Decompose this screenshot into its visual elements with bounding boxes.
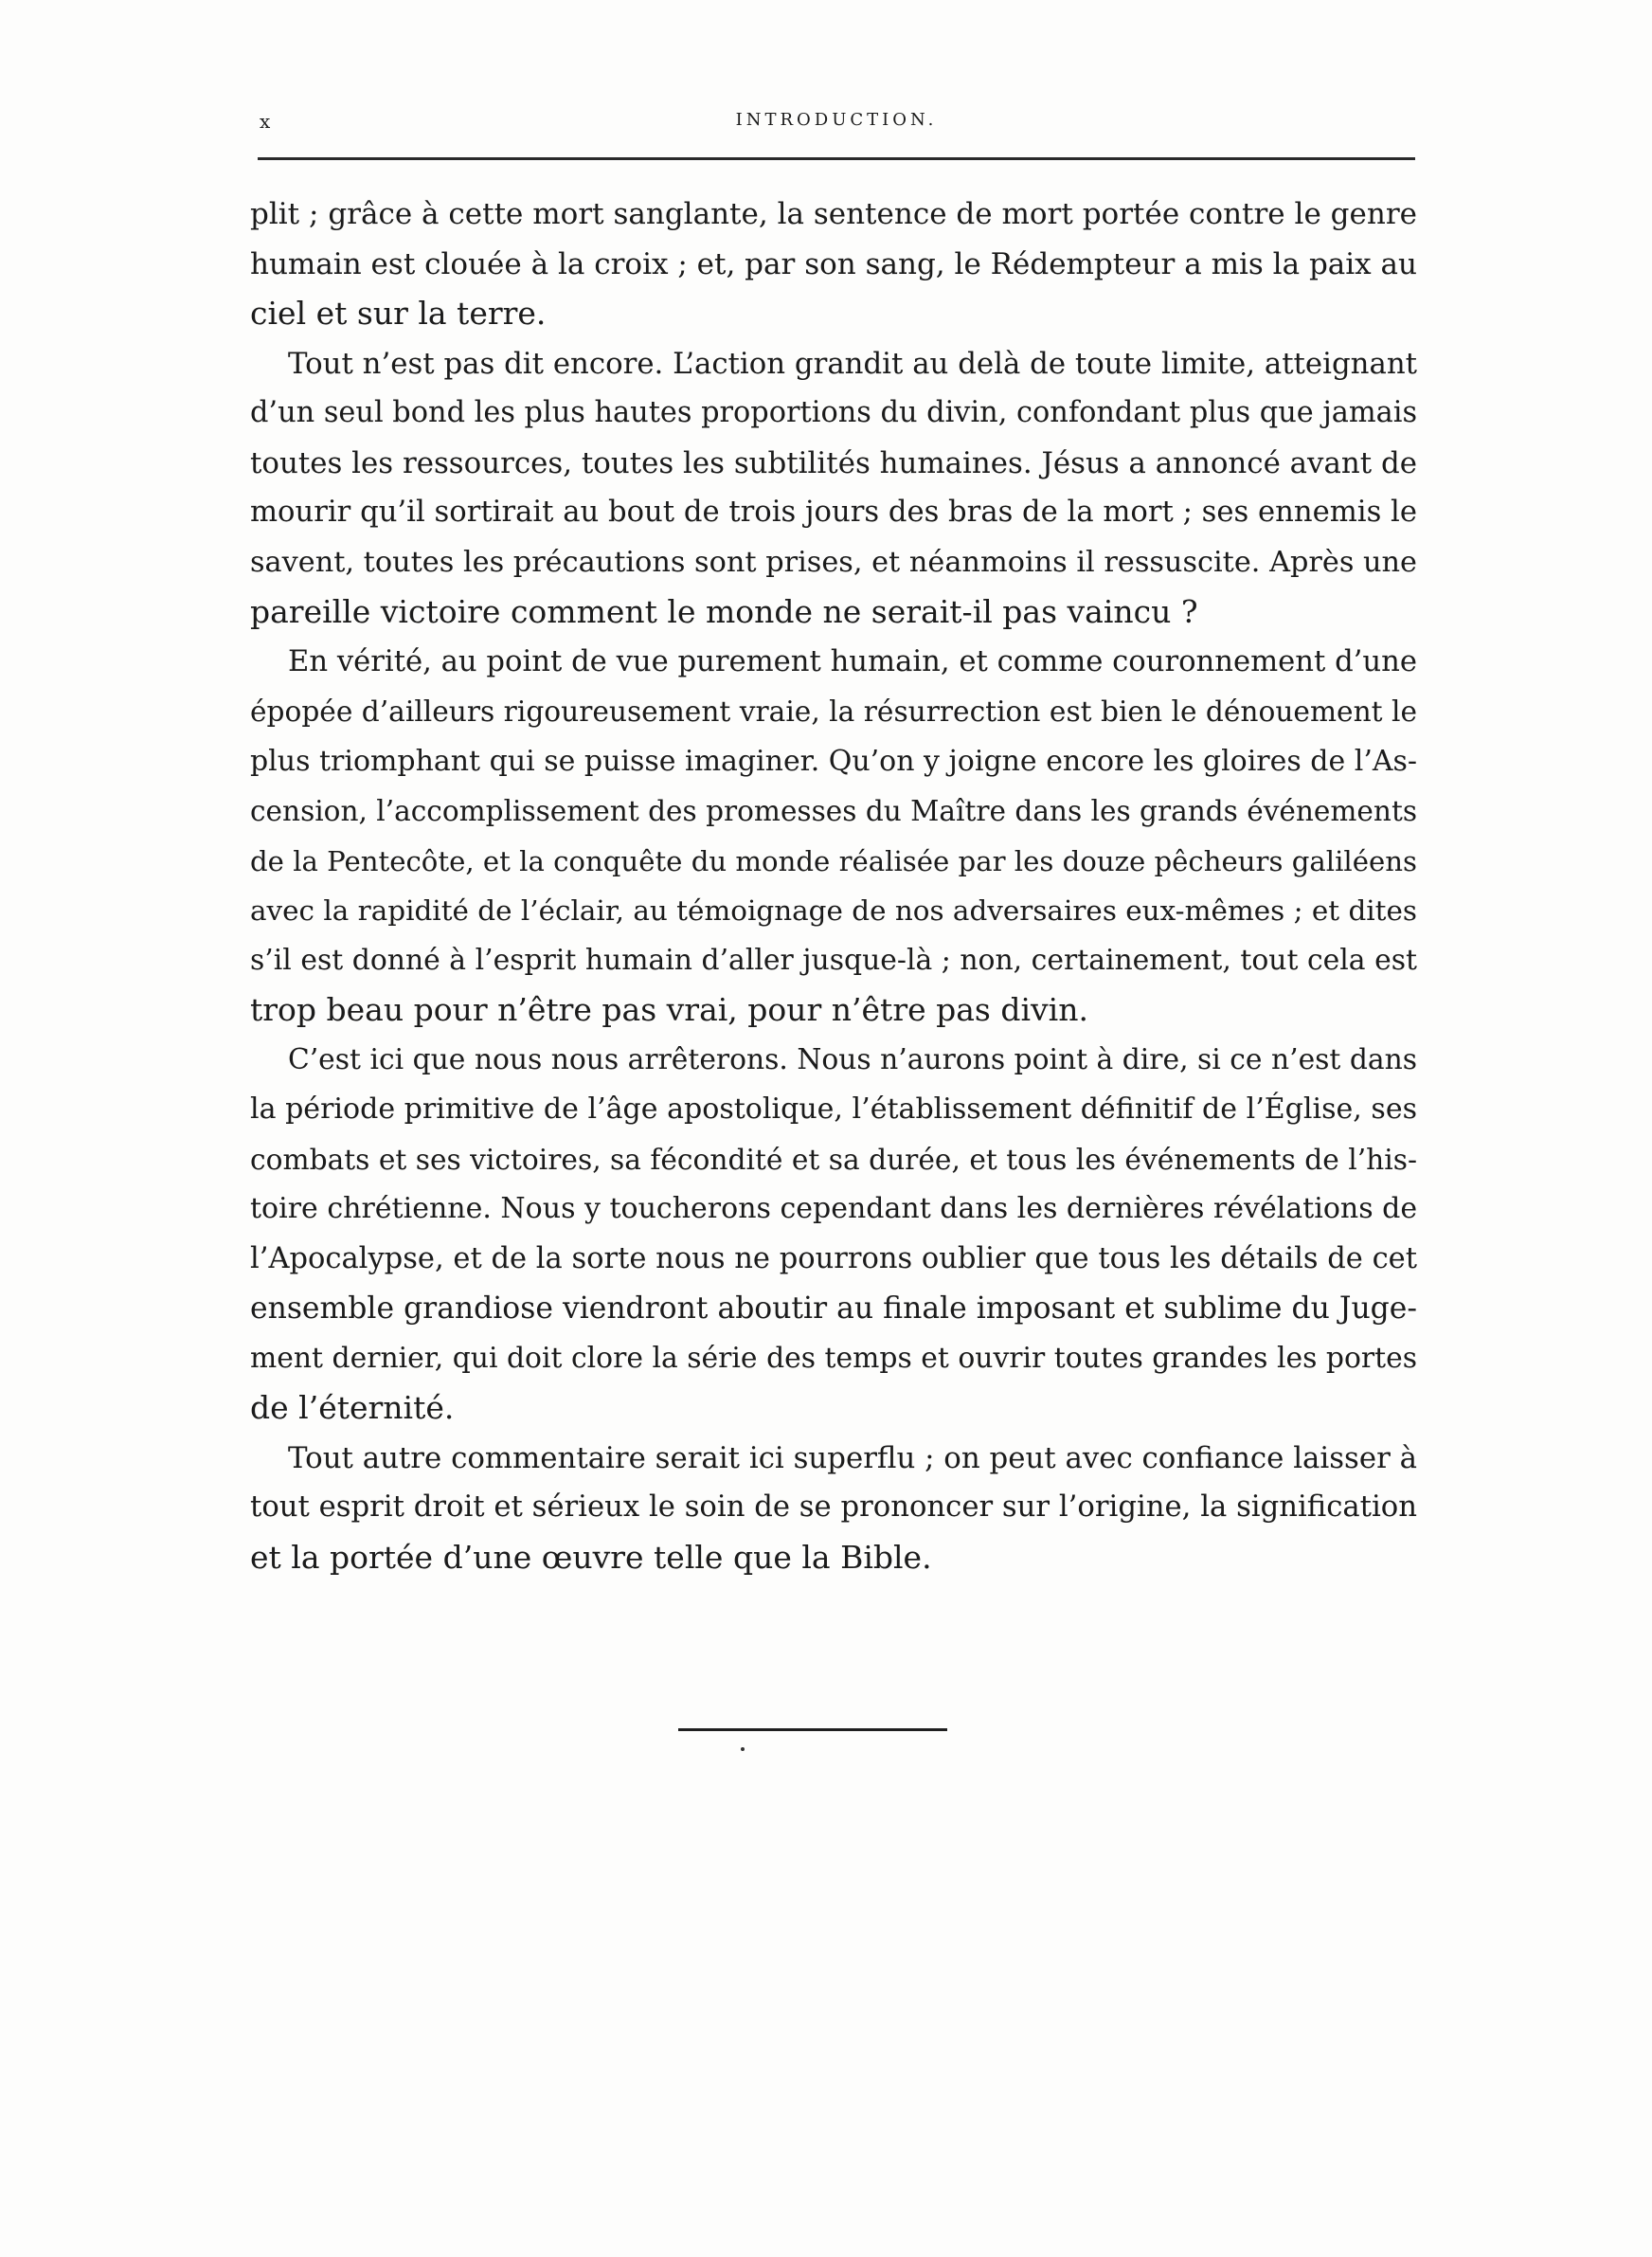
paragraph xyxy=(250,190,1417,339)
text-line: combats et ses victoires, sa fécondité et sa durée, et tous les événements de l’his- xyxy=(250,1142,1417,1176)
text-line: s’il est donné à l’esprit humain d’aller jusque-là ; non, certainement, tout cela est xyxy=(250,943,1417,977)
text-line: la période primitive de l’âge apostolique, l’établissement définitif de l’Église, ses xyxy=(250,1092,1417,1126)
paragraph xyxy=(250,638,1417,1036)
ornament-dot xyxy=(741,1747,745,1751)
text-line: cension, l’accomplissement des promesses du Maître dans les grands événements xyxy=(250,795,1417,827)
text-line: plit ; grâce à cette mort sanglante, la sentence de mort portée contre le genre xyxy=(250,197,1417,231)
text-line: savent, toutes les précautions sont prises, et néanmoins il ressuscite. Après une xyxy=(250,545,1417,579)
text-line: et la portée d’une œuvre telle que la Bible. xyxy=(250,1538,932,1576)
running-head xyxy=(258,110,1415,138)
text-line: tout esprit droit et sérieux le soin de se prononcer sur l’origine, la signification xyxy=(250,1490,1417,1524)
text-line: l’Apocalypse, et de la sorte nous ne pourrons oublier que tous les détails de cet xyxy=(250,1241,1417,1275)
text-line: ensemble grandiose viendront aboutir au finale imposant et sublime du Juge- xyxy=(250,1291,1417,1326)
paragraph xyxy=(250,1434,1417,1583)
text-line: Tout n’est pas dit encore. L’action grandit au delà de toute limite, atteignant xyxy=(288,346,1417,381)
text-line: En vérité, au point de vue purement humain, et comme couronnement d’une xyxy=(288,644,1417,678)
header-rule xyxy=(258,157,1415,160)
text-line: pareille victoire comment le monde ne serait-il pas vaincu ? xyxy=(250,593,1198,630)
text-line: ment dernier, qui doit clore la série des temps et ouvrir toutes grandes les portes xyxy=(250,1341,1417,1375)
text-line: trop beau pour n’être pas vrai, pour n’être pas divin. xyxy=(250,991,1088,1028)
text-line: mourir qu’il sortirait au bout de trois jours des bras de la mort ; ses ennemis le xyxy=(250,496,1417,529)
text-line: épopée d’ailleurs rigoureusement vraie, la résurrection est bien le dénouement le xyxy=(250,695,1417,728)
text-line: toutes les ressources, toutes les subtilités humaines. Jésus a annoncé avant de xyxy=(250,445,1417,480)
text-line: d’un seul bond les plus hautes proportions du divin, confondant plus que jamais xyxy=(250,396,1418,429)
text-line: C’est ici que nous nous arrêterons. Nous n’aurons point à dire, si ce n’est dans xyxy=(288,1042,1417,1076)
text-line: de l’éternité. xyxy=(250,1389,455,1426)
text-line: Tout autre commentaire serait ici superflu ; on peut avec confiance laisser à xyxy=(288,1440,1417,1475)
text-line: de la Pentecôte, et la conquête du monde réalisée par les douze pêcheurs galiléens xyxy=(250,844,1417,877)
text-line: toire chrétienne. Nous y toucherons cependant dans les dernières révélations de xyxy=(250,1192,1418,1225)
text-line: avec la rapidité de l’éclair, au témoignage de nos adversaires eux-mêmes ; et dites xyxy=(250,894,1417,927)
running-title: INTRODUCTION. xyxy=(735,110,938,130)
text-line: humain est clouée à la croix ; et, par son sang, le Rédempteur a mis la paix au xyxy=(250,246,1417,281)
paragraph xyxy=(250,339,1417,638)
section-end-rule xyxy=(678,1728,947,1731)
text-line: plus triomphant qui se puisse imaginer. Qu’on y joigne encore les gloires de l’As- xyxy=(250,744,1417,778)
text-line: ciel et sur la terre. xyxy=(250,295,547,332)
paragraph xyxy=(250,1036,1417,1434)
page-number: x xyxy=(260,110,272,133)
body-text xyxy=(250,190,1417,1582)
